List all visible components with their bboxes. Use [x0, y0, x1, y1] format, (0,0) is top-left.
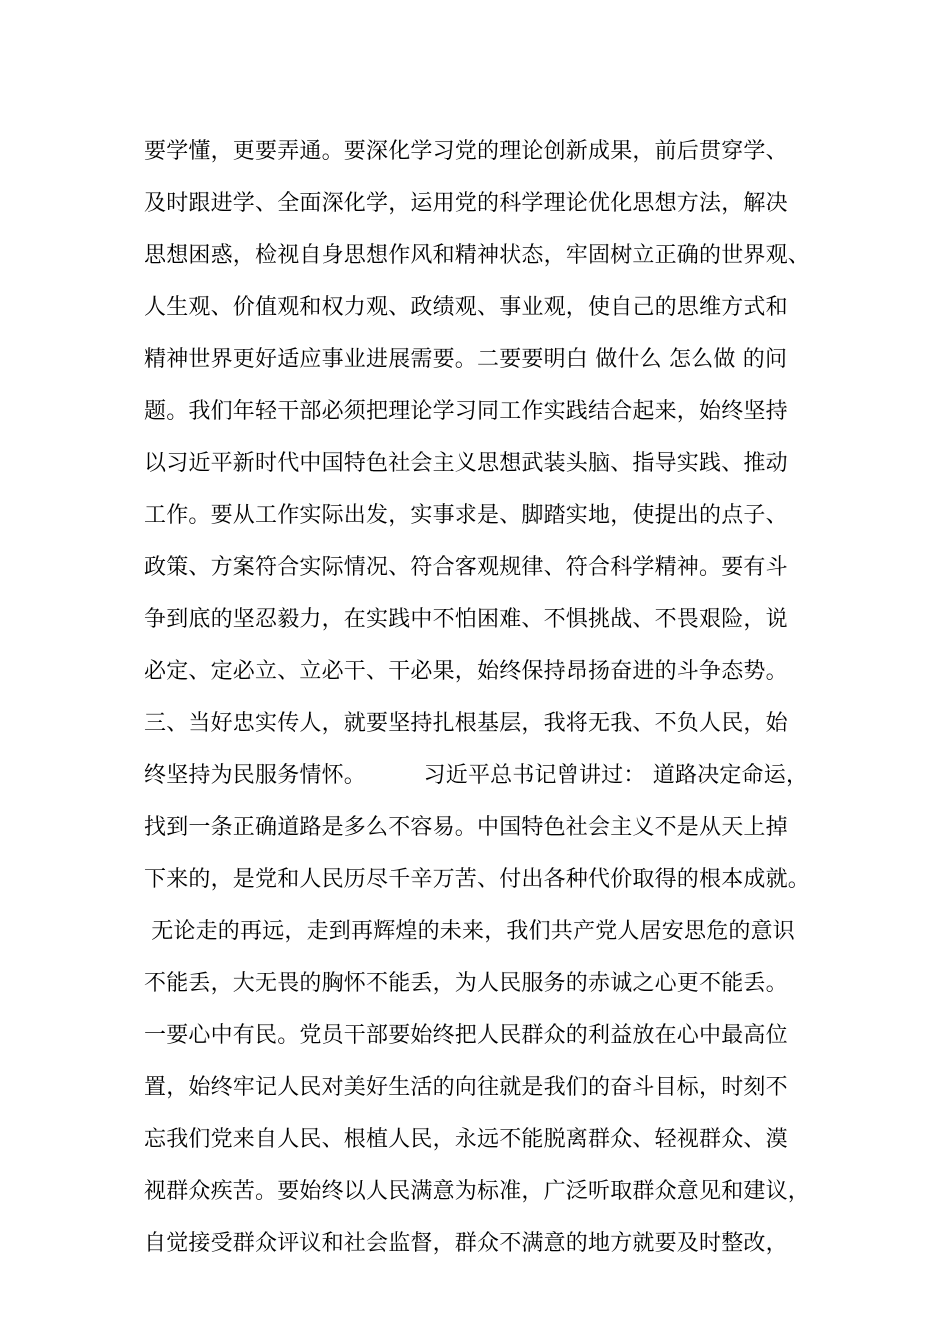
text-line: 找到一条正确道路是多么不容易。中国特色社会主义不是从天上掉	[144, 815, 788, 840]
text-line: 置，始终牢记人民对美好生活的向往就是我们的奋斗目标，时刻不	[144, 1075, 788, 1100]
text-line: 要学懂，更要弄通。要深化学习党的理论创新成果，前后贯穿学、	[144, 139, 788, 164]
text-line: 必定、定必立、立必干、干必果，始终保持昂扬奋进的斗争态势。	[144, 659, 788, 684]
text-line: 一要心中有民。党员干部要始终把人民群众的利益放在心中最高位	[144, 1023, 788, 1048]
text-line: 题。我们年轻干部必须把理论学习同工作实践结合起来，始终坚持	[144, 399, 788, 424]
text-line: 政策、方案符合实际情况、符合客观规律、符合科学精神。要有斗	[144, 555, 788, 580]
text-line: 下来的，是党和人民历尽千辛万苦、付出各种代价取得的根本成就。	[144, 867, 811, 892]
text-line: 视群众疾苦。要始终以人民满意为标准，广泛听取群众意见和建议，	[144, 1179, 811, 1204]
text-line: 不能丢，大无畏的胸怀不能丢，为人民服务的赤诚之心更不能丢。	[144, 971, 788, 996]
text-line: 人生观、价值观和权力观、政绩观、事业观，使自己的思维方式和	[144, 295, 788, 320]
text-line: 以习近平新时代中国特色社会主义思想武装头脑、指导实践、推动	[144, 451, 788, 476]
text-line: 及时跟进学、全面深化学，运用党的科学理论优化思想方法，解决	[144, 191, 788, 216]
text-line: 自觉接受群众评议和社会监督，群众不满意的地方就要及时整改，	[144, 1231, 788, 1256]
text-line: 忘我们党来自人民、根植人民，永远不能脱离群众、轻视群众、漠	[144, 1127, 788, 1152]
body-text	[144, 126, 844, 1270]
text-line: 争到底的坚忍毅力，在实践中不怕困难、不惧挑战、不畏艰险，说	[144, 607, 788, 632]
text-line: 精神世界更好适应事业进展需要。二要要明白 做什么 怎么做 的问	[144, 347, 788, 372]
text-line: 无论走的再远，走到再辉煌的未来，我们共产党人居安思危的意识	[144, 919, 795, 944]
text-line: 三、当好忠实传人，就要坚持扎根基层，我将无我、不负人民，始	[144, 711, 788, 736]
text-line: 终坚持为民服务情怀。 习近平总书记曾讲过： 道路决定命运，	[144, 763, 809, 788]
text-line: 工作。要从工作实际出发，实事求是、脚踏实地，使提出的点子、	[144, 503, 788, 528]
text-line: 思想困惑，检视自身思想作风和精神状态，牢固树立正确的世界观、	[144, 243, 811, 268]
